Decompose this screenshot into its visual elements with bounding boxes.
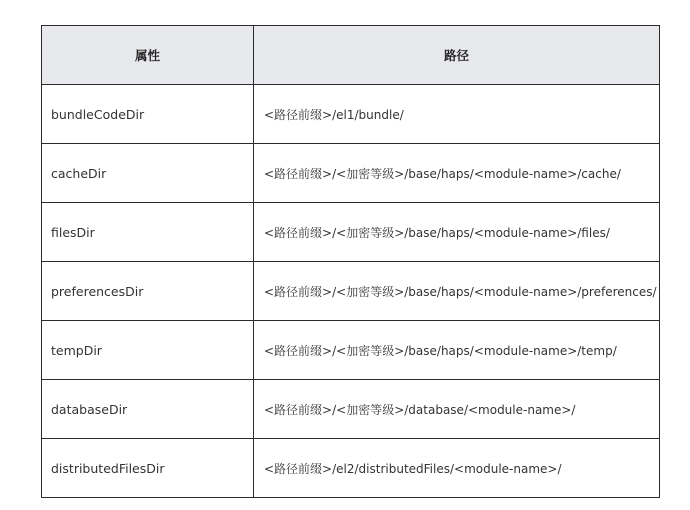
table-row <box>42 85 660 144</box>
path-cell: <路径前缀>/<加密等级>/base/haps/<module-name>/cache/ <box>254 144 660 203</box>
table-row <box>42 144 660 203</box>
table-row <box>42 380 660 439</box>
header-path: 路径 <box>254 26 660 85</box>
table-header-row <box>42 26 660 85</box>
path-cell: <路径前缀>/<加密等级>/database/<module-name>/ <box>254 380 660 439</box>
path-cell: <路径前缀>/<加密等级>/base/haps/<module-name>/preferences/ <box>254 262 660 321</box>
table-row <box>42 439 660 498</box>
path-cell: <路径前缀>/<加密等级>/base/haps/<module-name>/files/ <box>254 203 660 262</box>
attribute-cell: filesDir <box>42 203 254 262</box>
directory-table <box>41 25 660 498</box>
path-cell: <路径前缀>/el2/distributedFiles/<module-name>/ <box>254 439 660 498</box>
attribute-cell: preferencesDir <box>42 262 254 321</box>
attribute-cell: distributedFilesDir <box>42 439 254 498</box>
table-row <box>42 262 660 321</box>
attribute-cell: tempDir <box>42 321 254 380</box>
attribute-cell: bundleCodeDir <box>42 85 254 144</box>
path-cell: <路径前缀>/<加密等级>/base/haps/<module-name>/temp/ <box>254 321 660 380</box>
header-attribute: 属性 <box>42 26 254 85</box>
table-row <box>42 321 660 380</box>
attribute-cell: databaseDir <box>42 380 254 439</box>
table-row <box>42 203 660 262</box>
path-cell: <路径前缀>/el1/bundle/ <box>254 85 660 144</box>
attribute-cell: cacheDir <box>42 144 254 203</box>
